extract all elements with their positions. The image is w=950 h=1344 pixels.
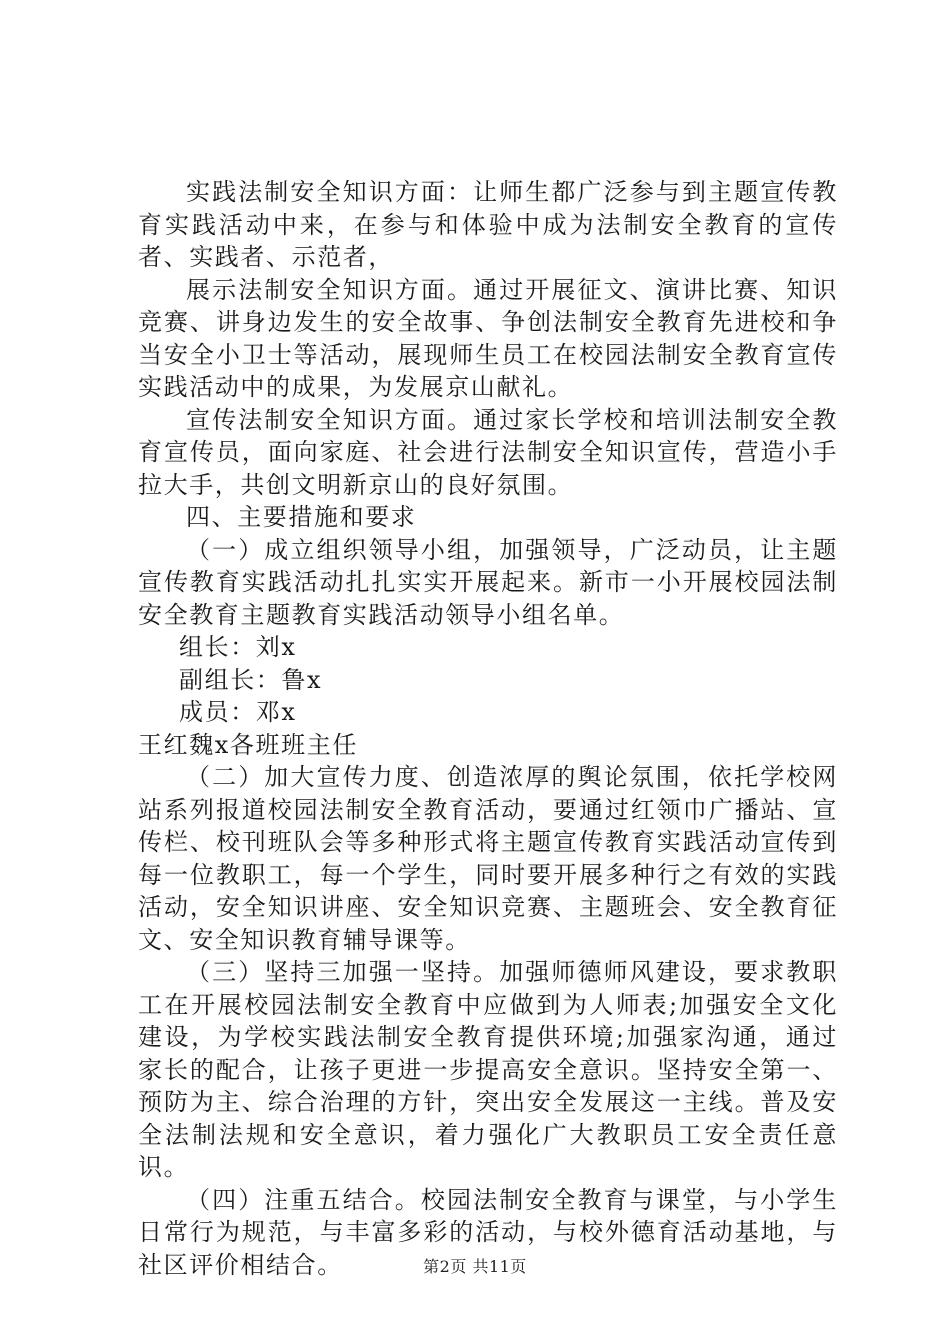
paragraph-measure-1: （一）成立组织领导小组，加强领导，广泛动员，让主题宣传教育实践活动扎扎实实开展起来。新市一小开展校园法制安全教育主题教育实践活动领导小组名单。 [138, 535, 838, 629]
roster-deputy: 副组长：鲁x [179, 665, 323, 694]
page-number-footer: 第2页 共11页 [423, 1257, 527, 1276]
roster-member: 成员：邓x [179, 698, 297, 726]
section-heading: 四、主要措施和要求 [186, 503, 417, 531]
paragraph-measure-2: （二）加大宣传力度、创造浓厚的舆论氛围，依托学校网站系列报道校园法制安全教育活动，要通过红领巾广播站、宣传栏、校刊班队会等多种形式将主题宣传教育实践活动宣传到每一位教职工，每一个学生，同时要开展多种行之有效的实践活动，安全知识讲座、安全知识竞赛、主题班会、安全教育征文、安全知识教育辅导课等。 [138, 763, 838, 954]
roster-leader: 组长：刘x [179, 633, 297, 661]
document-body [138, 176, 838, 1281]
roster-teachers: 王红魏x各班班主任 [138, 730, 358, 759]
paragraph-measure-3: （三）坚持三加强一坚持。加强师德师风建设，要求教职工在开展校园法制安全教育中应做到为人师表;加强安全文化建设，为学校实践法制安全教育提供环境;加强家沟通，通过家长的配合，让孩子更进一步提高安全意识。坚持安全第一、预防为主、综合治理的方针，突出安全发展这一主线。普及安全法制法规和安全意识，着力强化广大教职员工安全责任意识。 [138, 958, 838, 1181]
paragraph-publicize: 宣传法制安全知识方面。通过家长学校和培训法制安全教育宣传员，面向家庭、社会进行法制安全知识宣传，营造小手拉大手，共创文明新京山的良好氛围。 [138, 405, 838, 499]
paragraph-measure-4: （四）注重五结合。校园法制安全教育与课堂，与小学生日常行为规范，与丰富多彩的活动，与校外德育活动基地，与社区评价相结合。 [138, 1185, 838, 1279]
paragraph-display: 展示法制安全知识方面。通过开展征文、演讲比赛、知识竞赛、讲身边发生的安全故事、争创法制安全教育先进校和争当安全小卫士等活动，展现师生员工在校园法制安全教育宣传实践活动中的成果，为发展京山献礼。 [138, 275, 838, 401]
paragraph-practice: 实践法制安全知识方面：让师生都广泛参与到主题宣传教育实践活动中来，在参与和体验中成为法制安全教育的宣传者、实践者、示范者， [138, 178, 838, 271]
